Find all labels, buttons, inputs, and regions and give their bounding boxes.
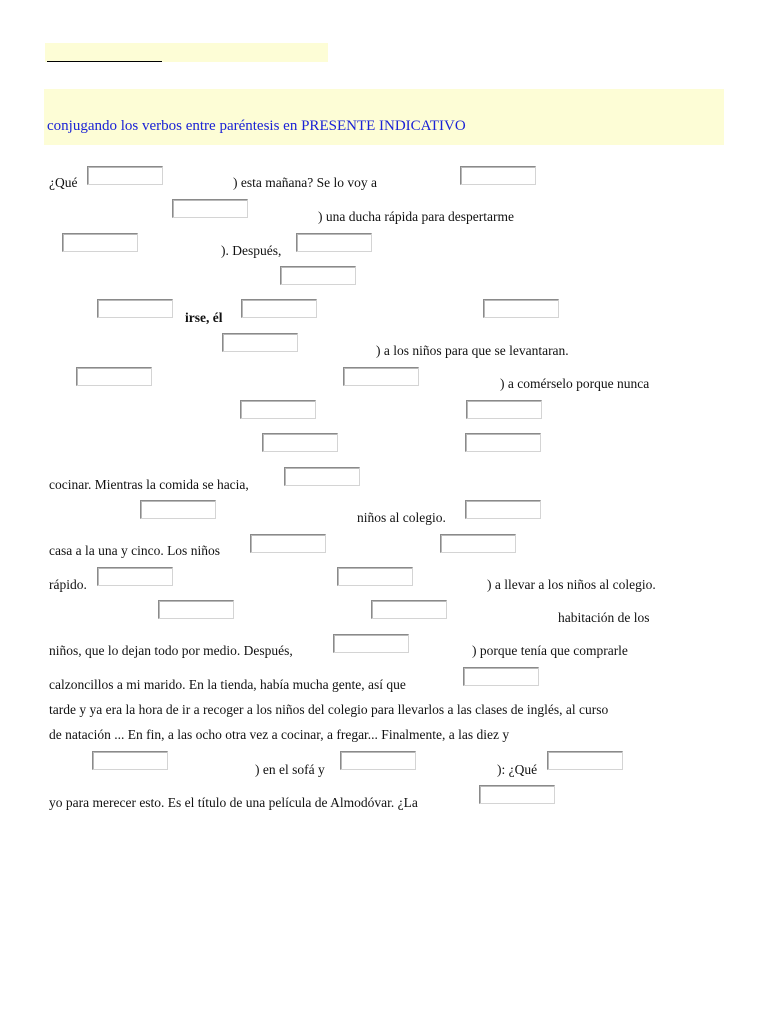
text-fragment: de natación ... En fin, a las ocho otra vez a cocinar, a fregar... Finalmente, a las diez y [49, 727, 510, 742]
answer-input[interactable] [241, 299, 317, 318]
answer-input[interactable] [262, 433, 338, 452]
answer-input[interactable] [465, 500, 541, 519]
answer-input[interactable] [460, 166, 536, 185]
text-fragment: ) a llevar a los niños al colegio. [487, 577, 656, 592]
answer-input[interactable] [466, 400, 542, 419]
answer-input[interactable] [62, 233, 138, 252]
answer-input[interactable] [87, 166, 163, 185]
answer-input[interactable] [479, 785, 555, 804]
answer-input[interactable] [483, 299, 559, 318]
answer-input[interactable] [371, 600, 447, 619]
answer-input[interactable] [240, 400, 316, 419]
answer-input[interactable] [280, 266, 356, 285]
text-fragment: ) a comérselo porque nunca [500, 376, 650, 391]
name-underline [47, 61, 162, 62]
text-fragment: ). Después, [221, 243, 282, 258]
text-fragment: rápido. [49, 577, 87, 592]
text-fragment: habitación de los [558, 610, 650, 625]
answer-input[interactable] [140, 500, 216, 519]
answer-input[interactable] [172, 199, 248, 218]
answer-input[interactable] [97, 299, 173, 318]
answer-input[interactable] [465, 433, 541, 452]
answer-input[interactable] [333, 634, 409, 653]
text-fragment: calzoncillos a mi marido. En la tienda, había mucha gente, así que [49, 677, 406, 692]
answer-input[interactable] [158, 600, 234, 619]
text-fragment: ) una ducha rápida para despertarme [318, 209, 515, 224]
instruction-text: conjugando los verbos entre paréntesis en PRESENTE INDICATIVO [47, 118, 466, 134]
answer-input[interactable] [340, 751, 416, 770]
text-fragment: casa a la una y cinco. Los niños [49, 543, 220, 558]
answer-input[interactable] [440, 534, 516, 553]
answer-input[interactable] [76, 367, 152, 386]
answer-input[interactable] [463, 667, 539, 686]
text-fragment: tarde y ya era la hora de ir a recoger a los niños del colegio para llevarlos a las clases de inglés, al curso [49, 702, 609, 717]
text-fragment: cocinar. Mientras la comida se hacia, [49, 477, 249, 492]
answer-input[interactable] [97, 567, 173, 586]
text-fragment: irse, él [185, 310, 223, 325]
text-fragment: ¿Qué [49, 175, 78, 190]
name-field-highlight [45, 43, 328, 62]
text-fragment: ) esta mañana? Se lo voy a [233, 175, 377, 190]
answer-input[interactable] [547, 751, 623, 770]
text-fragment: niños, que lo dejan todo por medio. Después, [49, 643, 293, 658]
answer-input[interactable] [250, 534, 326, 553]
answer-input[interactable] [284, 467, 360, 486]
text-fragment: ) porque tenía que comprarle [472, 643, 628, 658]
answer-input[interactable] [92, 751, 168, 770]
text-fragment: niños al colegio. [357, 510, 446, 525]
text-fragment: yo para merecer esto. Es el título de una película de Almodóvar. ¿La [49, 795, 418, 810]
answer-input[interactable] [343, 367, 419, 386]
answer-input[interactable] [222, 333, 298, 352]
instruction-banner [44, 89, 724, 145]
text-fragment: ) en el sofá y [255, 762, 325, 777]
answer-input[interactable] [337, 567, 413, 586]
answer-input[interactable] [296, 233, 372, 252]
text-fragment: ): ¿Qué [497, 762, 538, 777]
text-fragment: ) a los niños para que se levantaran. [376, 343, 569, 358]
